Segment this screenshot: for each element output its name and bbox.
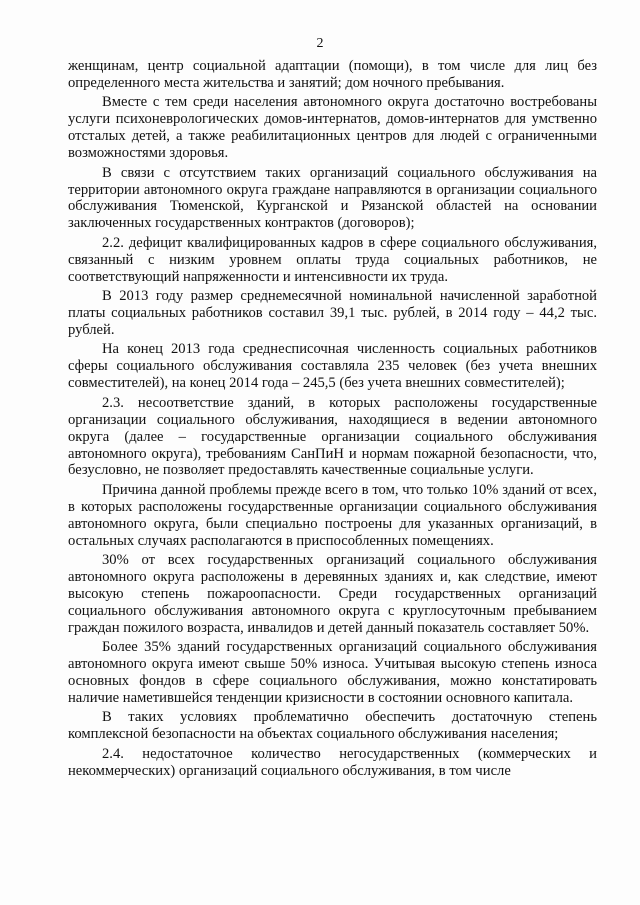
paragraph: Вместе с тем среди населения автономного округа достаточно востребованы услуги психоневрологических домов-интернатов, домов-интернатов для умственно отсталых детей, а также реабилитационных центров для людей с ограниченными возможностями здоровья. [68,94,597,162]
paragraph: 2.2. дефицит квалифицированных кадров в сфере социального обслуживания, связанный с низким уровнем оплаты труда социальных работников, не соответствующий напряженности и интенсивности их труда. [68,234,597,285]
paragraph: 30% от всех государственных организаций социального обслуживания автономного округа расположены в деревянных зданиях и, как следствие, имеют высокую степень пожароопасности. Среди государственных организаций социального обслуживания автономного округа с круглосуточным пребыванием граждан пожилого возраста, инвалидов и детей данный показатель составляет 50%. [68,552,597,636]
paragraph: 2.3. несоответствие зданий, в которых расположены государственные организации социального обслуживания, находящиеся в ведении автономного округа (далее – государственные организации социального обслуживания автономного округа), требованиям СанПиН и нормам пожарной безопасности, что, безусловно, не позволяет предоставлять качественные социальные услуги. [68,394,597,479]
page-number: 2 [316,36,324,51]
paragraph: Более 35% зданий государственных организаций социального обслуживания автономного округа имеют свыше 50% износа. Учитывая высокую степень износа основных фондов в сфере социального обслуживания, можно констатировать наличие наметившейся тенденции кризисности в состоянии основного капитала. [68,639,597,706]
paragraph: В 2013 году размер среднемесячной номинальной начисленной заработной платы социальных работников составил 39,1 тыс. рублей, в 2014 году – 44,2 тыс. рублей. [68,288,597,338]
paragraph: В связи с отсутствием таких организаций социального обслуживания на территории автономного округа граждане направляются в организации социального обслуживания Тюменской, Курганской и Рязанской областей на основании заключенных государственных контрактов (договоров); [68,164,597,232]
paragraph: 2.4. недостаточное количество негосударственных (коммерческих и некоммерческих) организаций социального обслуживания, в том числе [68,745,597,779]
paragraph-continuation: женщинам, центр социальной адаптации (помощи), в том числе для лиц без определенного места жительства и занятий; дом ночного пребывания. [68,58,597,91]
paragraph: В таких условиях проблематично обеспечить достаточную степень комплексной безопасности на объектах социального обслуживания населения; [68,709,597,743]
paragraph: Причина данной проблемы прежде всего в том, что только 10% зданий от всех, в которых расположены государственные организации социального обслуживания автономного округа, были специально построены для указанных организаций, в остальных случаях располагаются в приспособленных помещениях. [68,481,597,549]
paragraph: На конец 2013 года среднесписочная численность социальных работников сферы социального обслуживания составляла 235 человек (без учета внешних совместителей), на конец 2014 года – 245,5 (без учета внешних совместителей); [68,341,597,392]
document-body [68,58,597,782]
